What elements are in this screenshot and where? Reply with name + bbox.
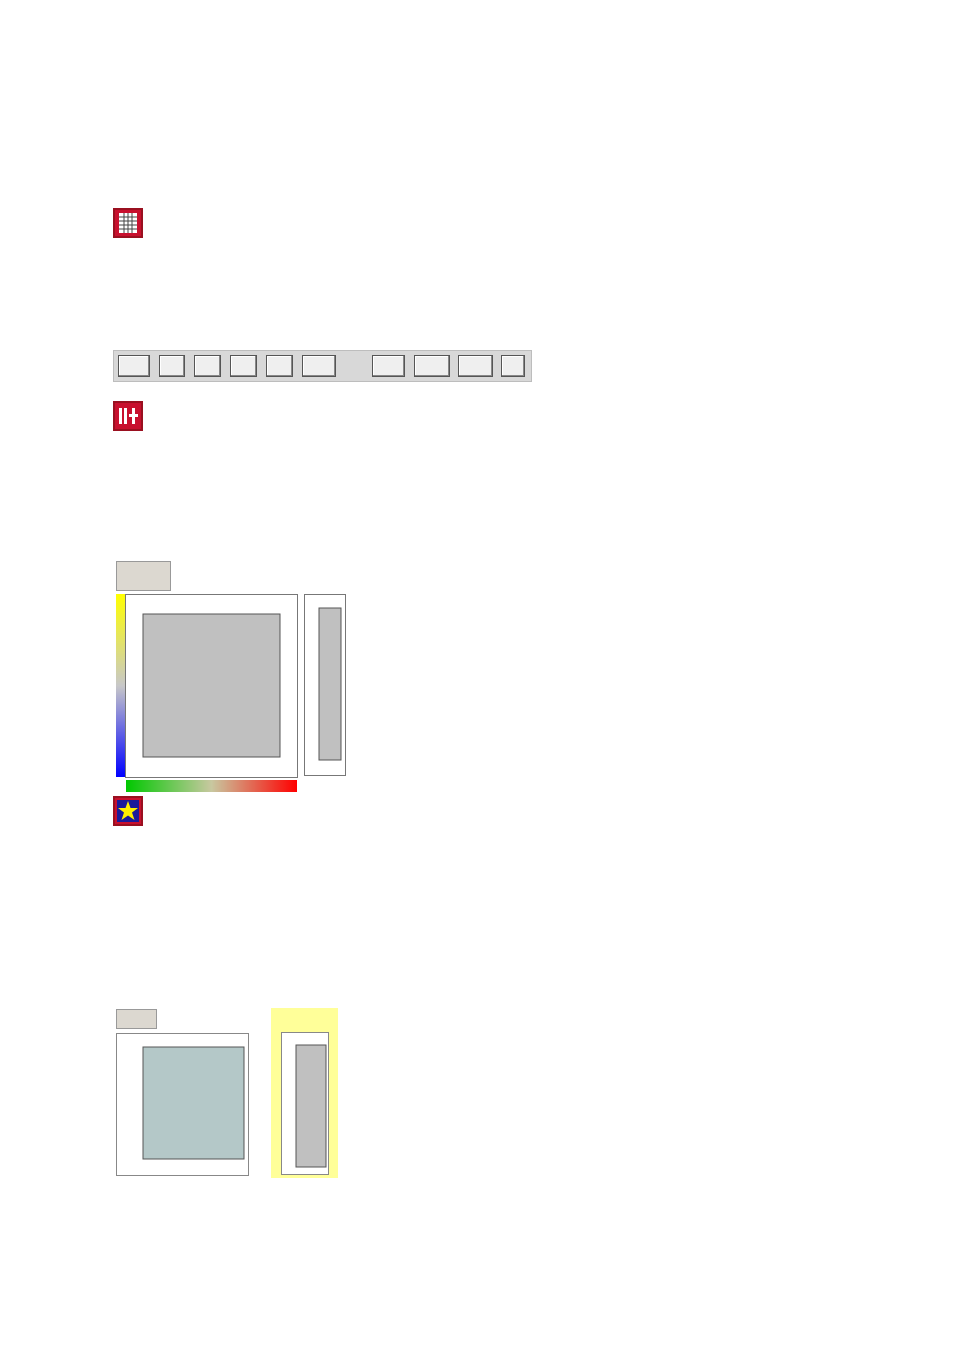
color-chart-svg xyxy=(116,594,350,792)
side-plot-area xyxy=(319,608,341,760)
table-icon xyxy=(113,208,143,238)
toolbar-button-25[interactable] xyxy=(194,355,221,377)
toolbar-button-15[interactable] xyxy=(159,355,185,377)
toolbar-button-minus15[interactable] xyxy=(118,355,150,377)
sparkle-chart xyxy=(116,1008,249,1176)
toolbar-separator xyxy=(344,355,364,377)
graininess-panel xyxy=(271,1008,338,1178)
toolbar-button-s45[interactable] xyxy=(414,355,450,377)
toolbar-button-s75[interactable] xyxy=(458,355,493,377)
toolbar-button-45[interactable] xyxy=(230,355,257,377)
graph-icon xyxy=(113,401,143,431)
toolbar-button-g[interactable] xyxy=(501,355,525,377)
vertical-gradient-bar xyxy=(116,594,125,777)
sparkle-chart-svg xyxy=(116,1033,249,1176)
graininess-svg xyxy=(281,1032,333,1176)
toolbar-button-s15[interactable] xyxy=(372,355,405,377)
toolbar-button-75[interactable] xyxy=(266,355,293,377)
angle-toolbar xyxy=(113,350,532,382)
sparkle-zoom-button[interactable] xyxy=(116,1009,157,1029)
zoom-button[interactable] xyxy=(116,561,171,591)
toolbar-button-110[interactable] xyxy=(302,355,336,377)
star-icon xyxy=(113,796,143,826)
main-plot-area xyxy=(143,614,280,757)
color-chart xyxy=(116,558,350,792)
horizontal-gradient-bar xyxy=(126,780,297,792)
